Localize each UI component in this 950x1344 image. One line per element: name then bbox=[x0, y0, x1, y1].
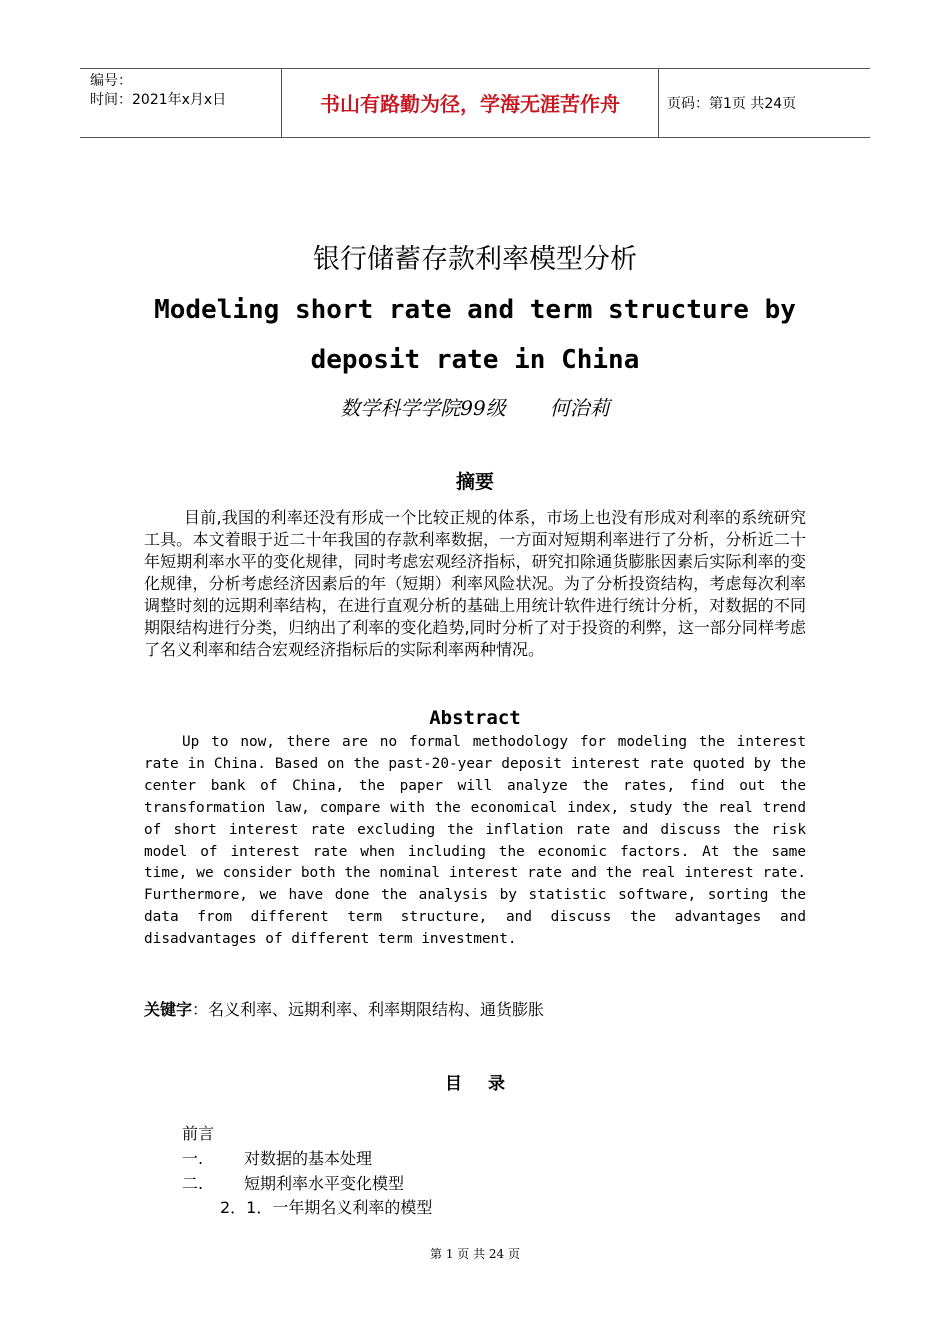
page-count-label: 页码：第1页 共24页 bbox=[667, 96, 797, 112]
keywords-colon: ： bbox=[192, 1000, 209, 1019]
motto-text: 书山有路勤为径，学海无涯苦作舟 bbox=[320, 92, 620, 116]
toc-item-2-1[interactable] bbox=[220, 1196, 432, 1220]
toc-title: 目录 bbox=[445, 1074, 531, 1094]
abstract-cn-heading: 摘要 bbox=[455, 471, 494, 493]
toc-item-text: 短期利率水平变化模型 bbox=[244, 1174, 405, 1193]
toc-item-text: 对数据的基本处理 bbox=[244, 1149, 373, 1168]
header-page-cell bbox=[659, 69, 870, 137]
toc-item-1[interactable] bbox=[182, 1147, 372, 1171]
abstract-en-paragraph: Up to now, there are no formal methodology for modeling the interest rate in China. Based on the past-20-year deposit interest rate quoted by the center bank of China, the paper will analyze the rates, find out the transformation law, compare with the economical index, study the real trend of short interest rate excluding the inflation rate and discuss the risk model of interest rate when including the economic factors. At the same time, we consider both the nominal interest rate and the real interest rate. Furthermore, we have done the analysis by statistic software, sorting the data from different term structure, and discuss the advantages and disadvantages of different term investment. bbox=[144, 734, 806, 948]
header-motto-cell bbox=[282, 69, 659, 137]
toc-item-number: 二. bbox=[182, 1174, 204, 1193]
header-info-cell bbox=[80, 69, 282, 137]
keywords-label: 关键字 bbox=[144, 1000, 193, 1019]
author-line bbox=[0, 394, 950, 422]
toc-item-2[interactable] bbox=[182, 1172, 404, 1196]
author-affiliation: 数学科学学院99级 bbox=[340, 396, 506, 420]
page-footer: 第 1 页 共 24 页 bbox=[430, 1247, 520, 1261]
author-name: 何治莉 bbox=[549, 396, 610, 420]
keywords-text: 名义利率、远期利率、利率期限结构、通货膨胀 bbox=[208, 1000, 545, 1019]
title-english-line-2: deposit rate in China bbox=[310, 345, 640, 375]
date-label: 时间：2021年x月x日 bbox=[90, 92, 227, 108]
page-header-table bbox=[80, 68, 870, 138]
title-english-line-1: Modeling short rate and term structure by bbox=[154, 295, 796, 325]
toc-item-preface[interactable] bbox=[182, 1122, 214, 1146]
title-chinese: 银行储蓄存款利率模型分析 bbox=[313, 244, 637, 275]
abstract-en-heading: Abstract bbox=[429, 707, 521, 729]
keywords-line bbox=[144, 998, 806, 1022]
serial-number-label: 编号： bbox=[90, 73, 132, 89]
toc-item-text: 2．1．一年期名义利率的模型 bbox=[220, 1198, 433, 1217]
toc-item-text: 前言 bbox=[182, 1124, 215, 1143]
abstract-cn-paragraph: 目前,我国的利率还没有形成一个比较正规的体系，市场上也没有形成对利率的系统研究工具。本文着眼于近二十年我国的存款利率数据，一方面对短期利率进行了分析，分析近二十年短期利率水平的变化规律，同时考虑宏观经济指标，研究扣除通货膨胀因素后实际利率的变化规律，分析考虑经济因素后的年（短期）利率风险状况。为了分析投资结构，考虑每次利率调整时刻的远期利率结构，在进行直观分析的基础上用统计软件进行统计分析，对数据的不同期限结构进行分类，归纳出了利率的变化趋势,同时分析了对于投资的利弊，这一部分同样考虑了名义利率和结合宏观经济指标后的实际利率两种情况。 bbox=[144, 508, 806, 659]
toc-item-number: 一. bbox=[182, 1149, 204, 1168]
